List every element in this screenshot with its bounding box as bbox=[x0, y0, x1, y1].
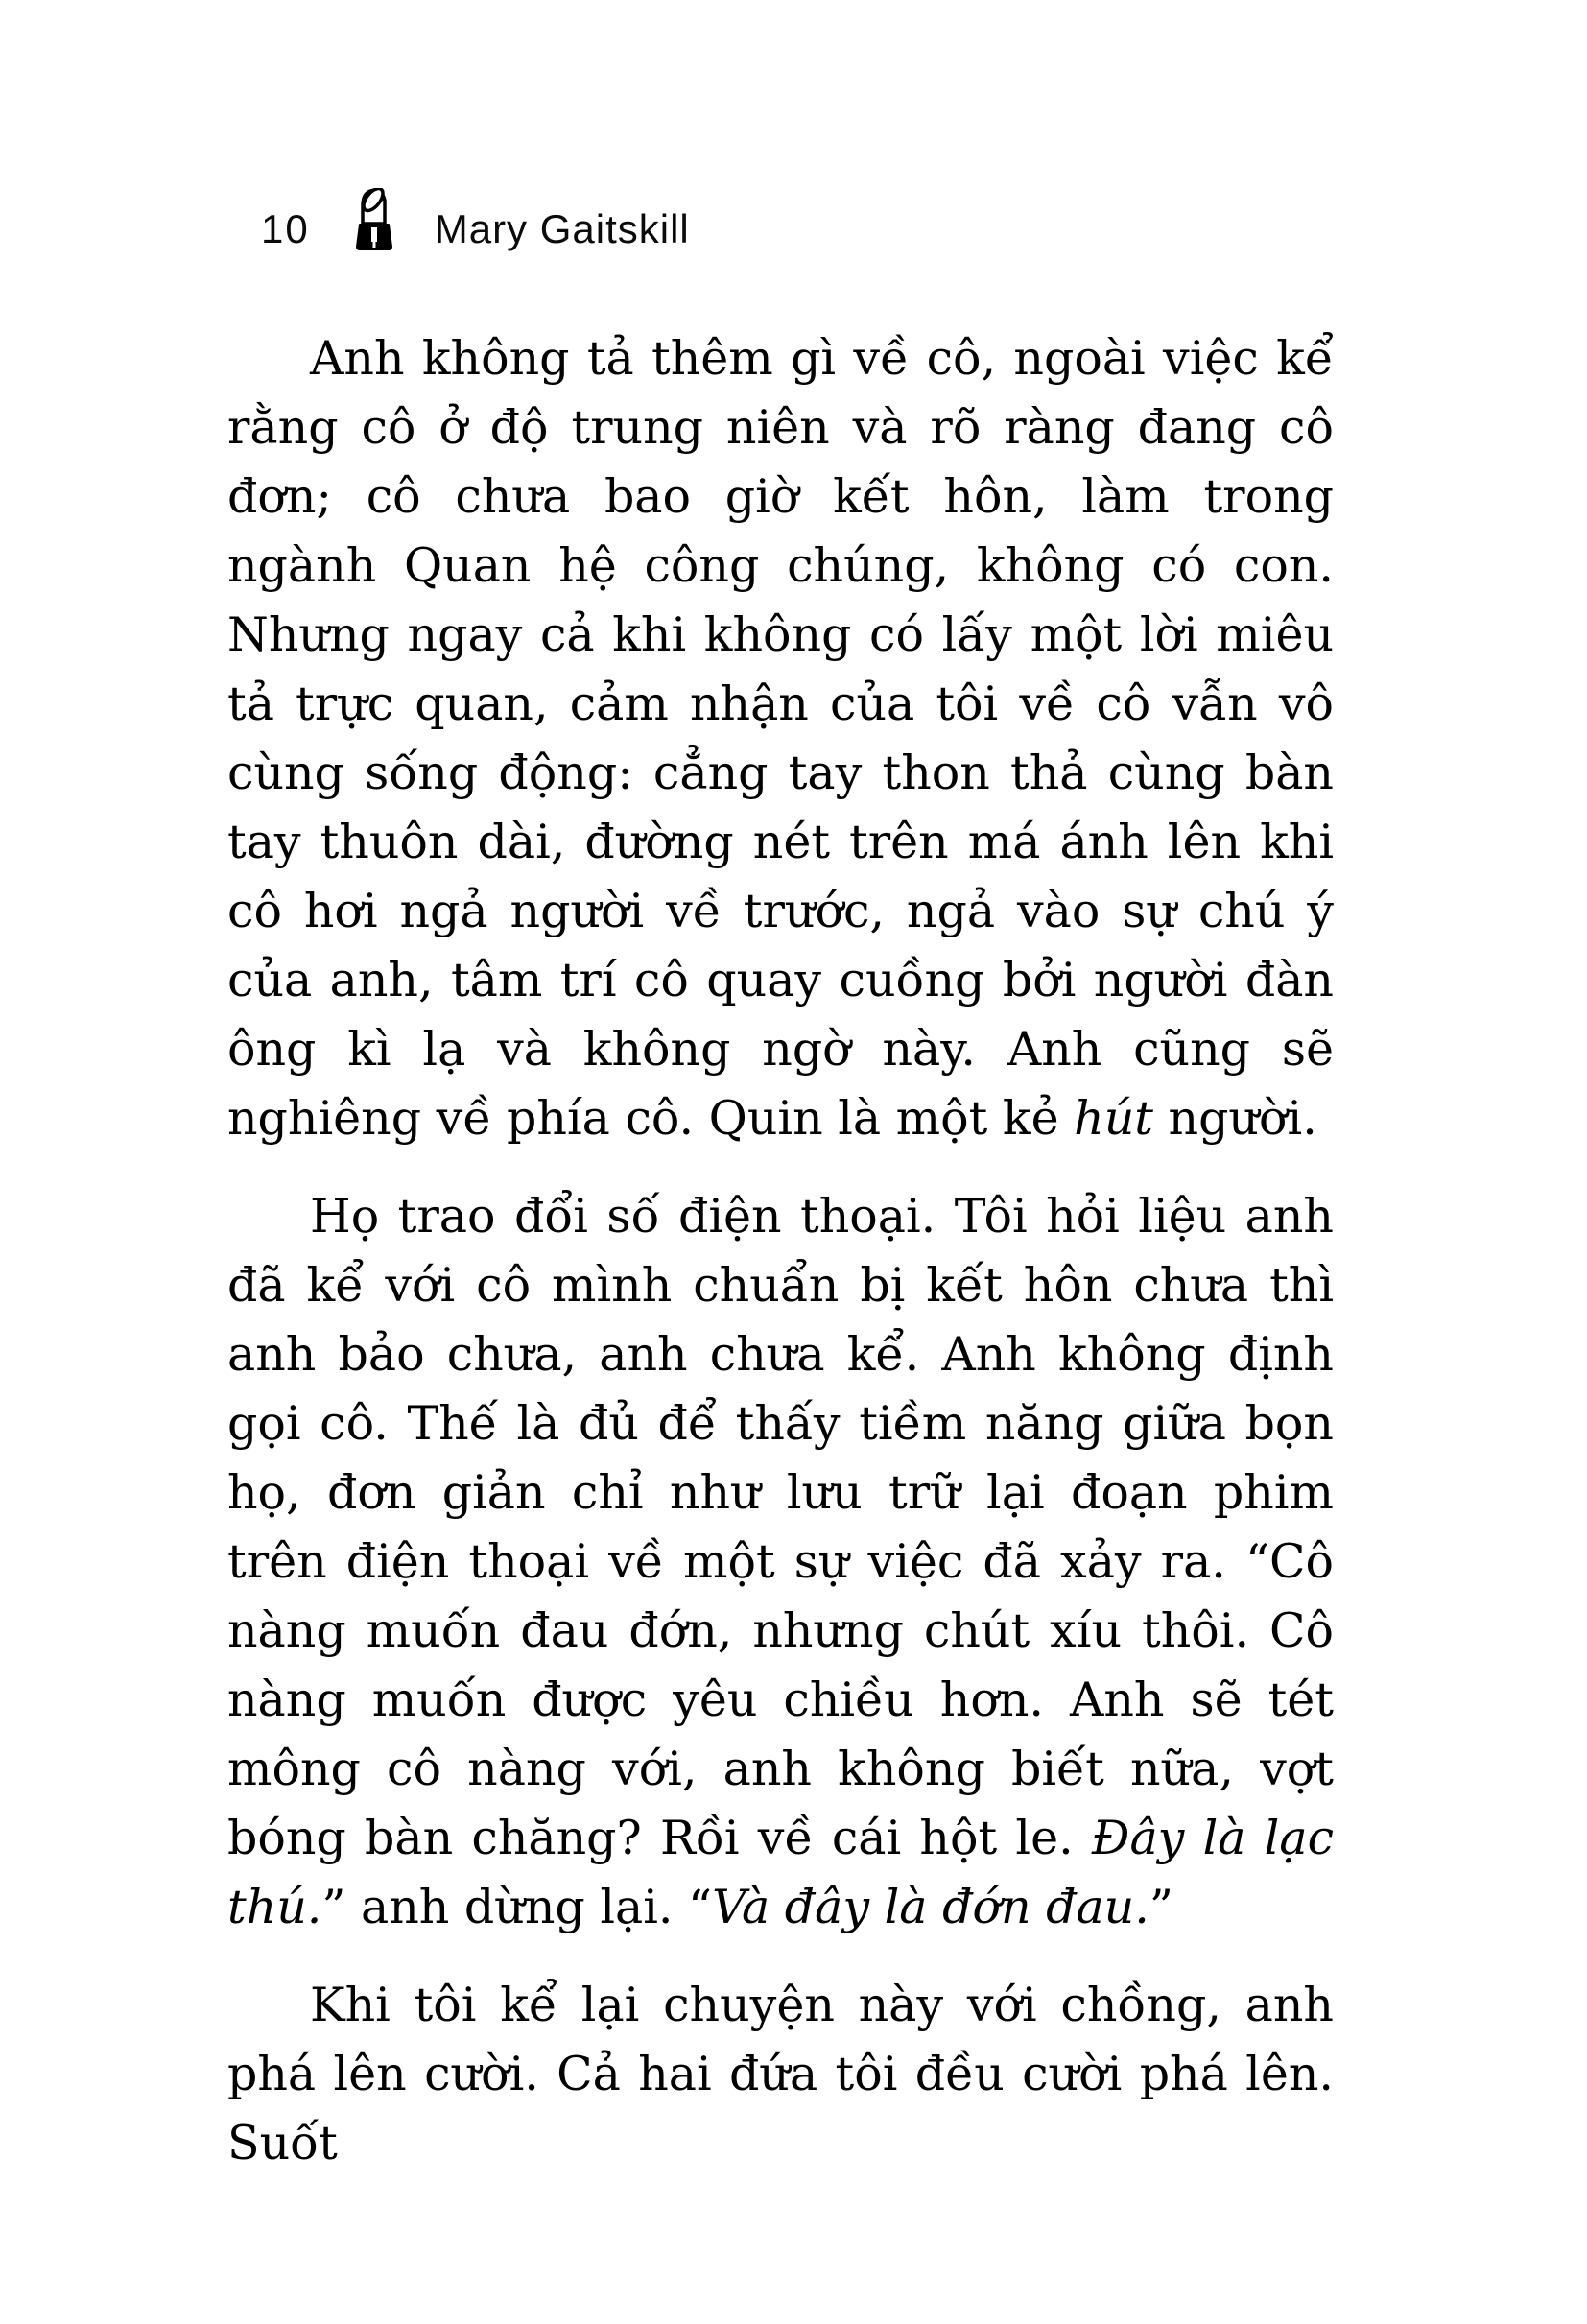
text-run: ” bbox=[1149, 1880, 1173, 1934]
paragraph bbox=[227, 324, 1334, 1153]
lipstick-icon bbox=[354, 188, 394, 251]
emphasis-run: Và đây là đớn đau. bbox=[712, 1880, 1149, 1934]
text-run: Anh không tả thêm gì về cô, ngoài việc kể rằng cô ở độ trung niên và rõ ràng đang cô đơn; cô chưa bao giờ kết hôn, làm trong ngành Quan hệ công chúng, không có con. Nhưng ngay cả khi không có lấy một lời miêu tả trực quan, cảm nhận của tôi về cô vẫn vô cùng sống động: cẳng tay thon thả cùng bàn tay thuôn dài, đường nét trên má ánh lên khi cô hơi ngả người về trước, ngả vào sự chú ý của anh, tâm trí cô quay cuồng bởi người đàn ông kì lạ và không ngờ này. Anh cũng sẽ nghiêng về phía cô. Quin là một kẻ bbox=[227, 331, 1334, 1146]
text-run: Họ trao đổi số điện thoại. Tôi hỏi liệu anh đã kể với cô mình chuẩn bị kết hôn chưa thì anh bảo chưa, anh chưa kể. Anh không định gọi cô. Thế là đủ để thấy tiềm năng giữa bọn họ, đơn giản chỉ như lưu trữ lại đoạn phim trên điện thoại về một sự việc đã xảy ra. “Cô nàng muốn đau đớn, nhưng chút xíu thôi. Cô nàng muốn được yêu chiều hơn. Anh sẽ tét mông cô nàng với, anh không biết nữa, vợt bóng bàn chăng? Rồi về cái hột le. bbox=[227, 1189, 1334, 1865]
emphasis-run: Đây là lạc thú. bbox=[227, 1811, 1335, 1934]
paragraph bbox=[227, 1182, 1334, 1942]
paragraph bbox=[227, 1971, 1334, 2178]
emphasis-run: hút bbox=[1074, 1091, 1153, 1146]
text-run: người. bbox=[1152, 1091, 1317, 1146]
author-name: Mary Gaitskill bbox=[434, 206, 690, 251]
running-header bbox=[261, 188, 690, 251]
text-run: Khi tôi kể lại chuyện này với chồng, anh phá lên cười. Cả hai đứa tôi đều cười phá lên. Suốt bbox=[227, 1978, 1334, 2170]
page-number: 10 bbox=[261, 206, 310, 251]
paragraphs bbox=[227, 324, 1334, 2207]
text-run: ” anh dừng lại. “ bbox=[321, 1880, 713, 1934]
